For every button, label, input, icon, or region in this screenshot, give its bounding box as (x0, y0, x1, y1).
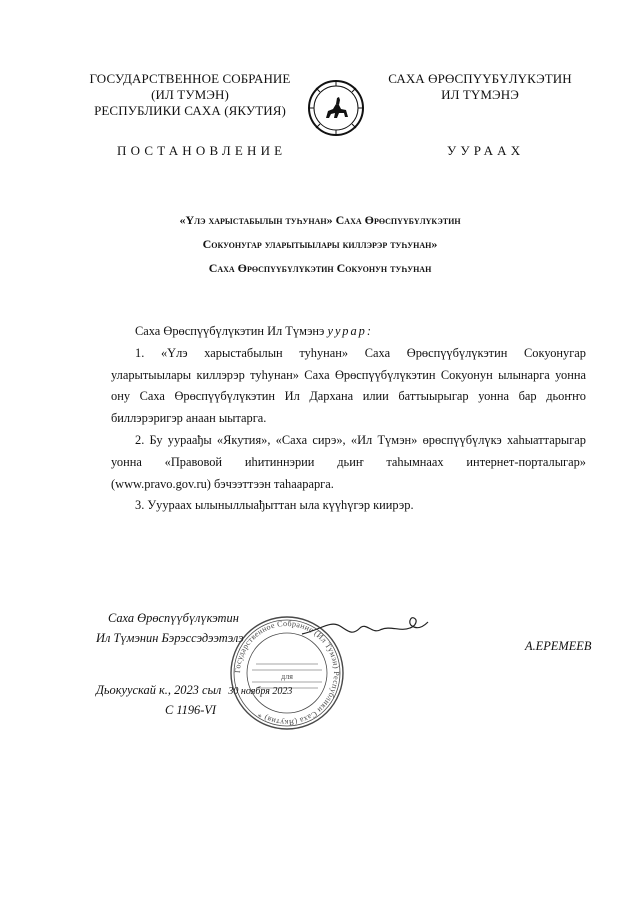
position-line-2: Ил Түмэнин Бэрэссэдээтэлэ (96, 631, 244, 645)
intro-paragraph (111, 321, 586, 343)
header-left-line-3: РЕСПУБЛИКИ САХА (ЯКУТИЯ) (94, 103, 286, 118)
header-right (370, 71, 590, 103)
header-left (80, 71, 300, 119)
doc-type-left: ПОСТАНОВЛЕНИЕ (117, 143, 287, 158)
header-right-line-1: САХА ӨРӨСПҮҮБҮЛҮКЭТИН (388, 71, 572, 86)
title-line-3: Саха Өрөспүүбүлүкэтин Сокуонун туһунан (208, 261, 432, 275)
document-title (130, 208, 510, 280)
footer-place-date-text: Дьокуускай к., 2023 сыл (96, 683, 222, 697)
emblem-icon (306, 78, 366, 138)
footer-number: С 1196-VI (165, 703, 217, 717)
svg-text:для: для (281, 672, 293, 681)
position-line-1: Саха Өрөспүүбүлүкэтин (108, 611, 239, 625)
header-left-line-1: ГОСУДАРСТВЕННОЕ СОБРАНИЕ (89, 71, 291, 86)
svg-text:Государственное Собрание (Ил Т: Государственное Собрание (Ил Тумэн) Республики Саха (Якутия) * (232, 618, 342, 728)
title-line-1: «Үлэ харыстабылын туһунан» Саха Өрөспүүбүлүкэтин (179, 213, 461, 227)
item-3: 3. Ууураах ылыныллыађыттан ыла күүһүгэр киирэр. (135, 498, 414, 513)
intro-prefix: Саха Өрөспүүбүлүкэтин Ил Түмэнэ (135, 324, 325, 338)
header-left-line-2: (ИЛ ТУМЭН) (151, 87, 229, 102)
document-body (111, 321, 586, 517)
signatory-name: А.ЕРЕМЕЕВ (525, 639, 592, 653)
item-1: 1. «Үлэ харыстабылын туһунан» Саха Өрөспүүбүлүкэтин Сокуонугар уларытыылары киллэрэр туһунан» Саха Өрөспүүбүлүкэтин Сокуонун ылынарга уонна ону Саха Өрөспүүбүлүкэтин Ил Дархана илии баттыырыгар уонна бар дьоҥҥо биллэрэригэр анаан ыытарга. (111, 345, 586, 426)
doc-type-right: УУРААХ (447, 143, 525, 158)
title-line-2: Сокуонугар уларытыылары киллэрэр туһунан» (202, 237, 438, 251)
header-right-line-2: ИЛ ТҮМЭНЭ (441, 87, 519, 102)
footer-date-handwritten: 30 ноября 2023 (228, 686, 293, 697)
intro-verb: уурар: (327, 324, 374, 338)
item-2: 2. Бу уураађы «Якутия», «Саха сирэ», «Ил Түмэн» өрөспүүбүлүкэ хаһыаттарыгар уонна «Правовой иһитиннэрии дьиҥ таһымнаах интернет-порталыгар» (www.pravo.gov.ru) бэчээттээн таһаарарга. (111, 432, 586, 491)
official-seal (228, 614, 346, 732)
